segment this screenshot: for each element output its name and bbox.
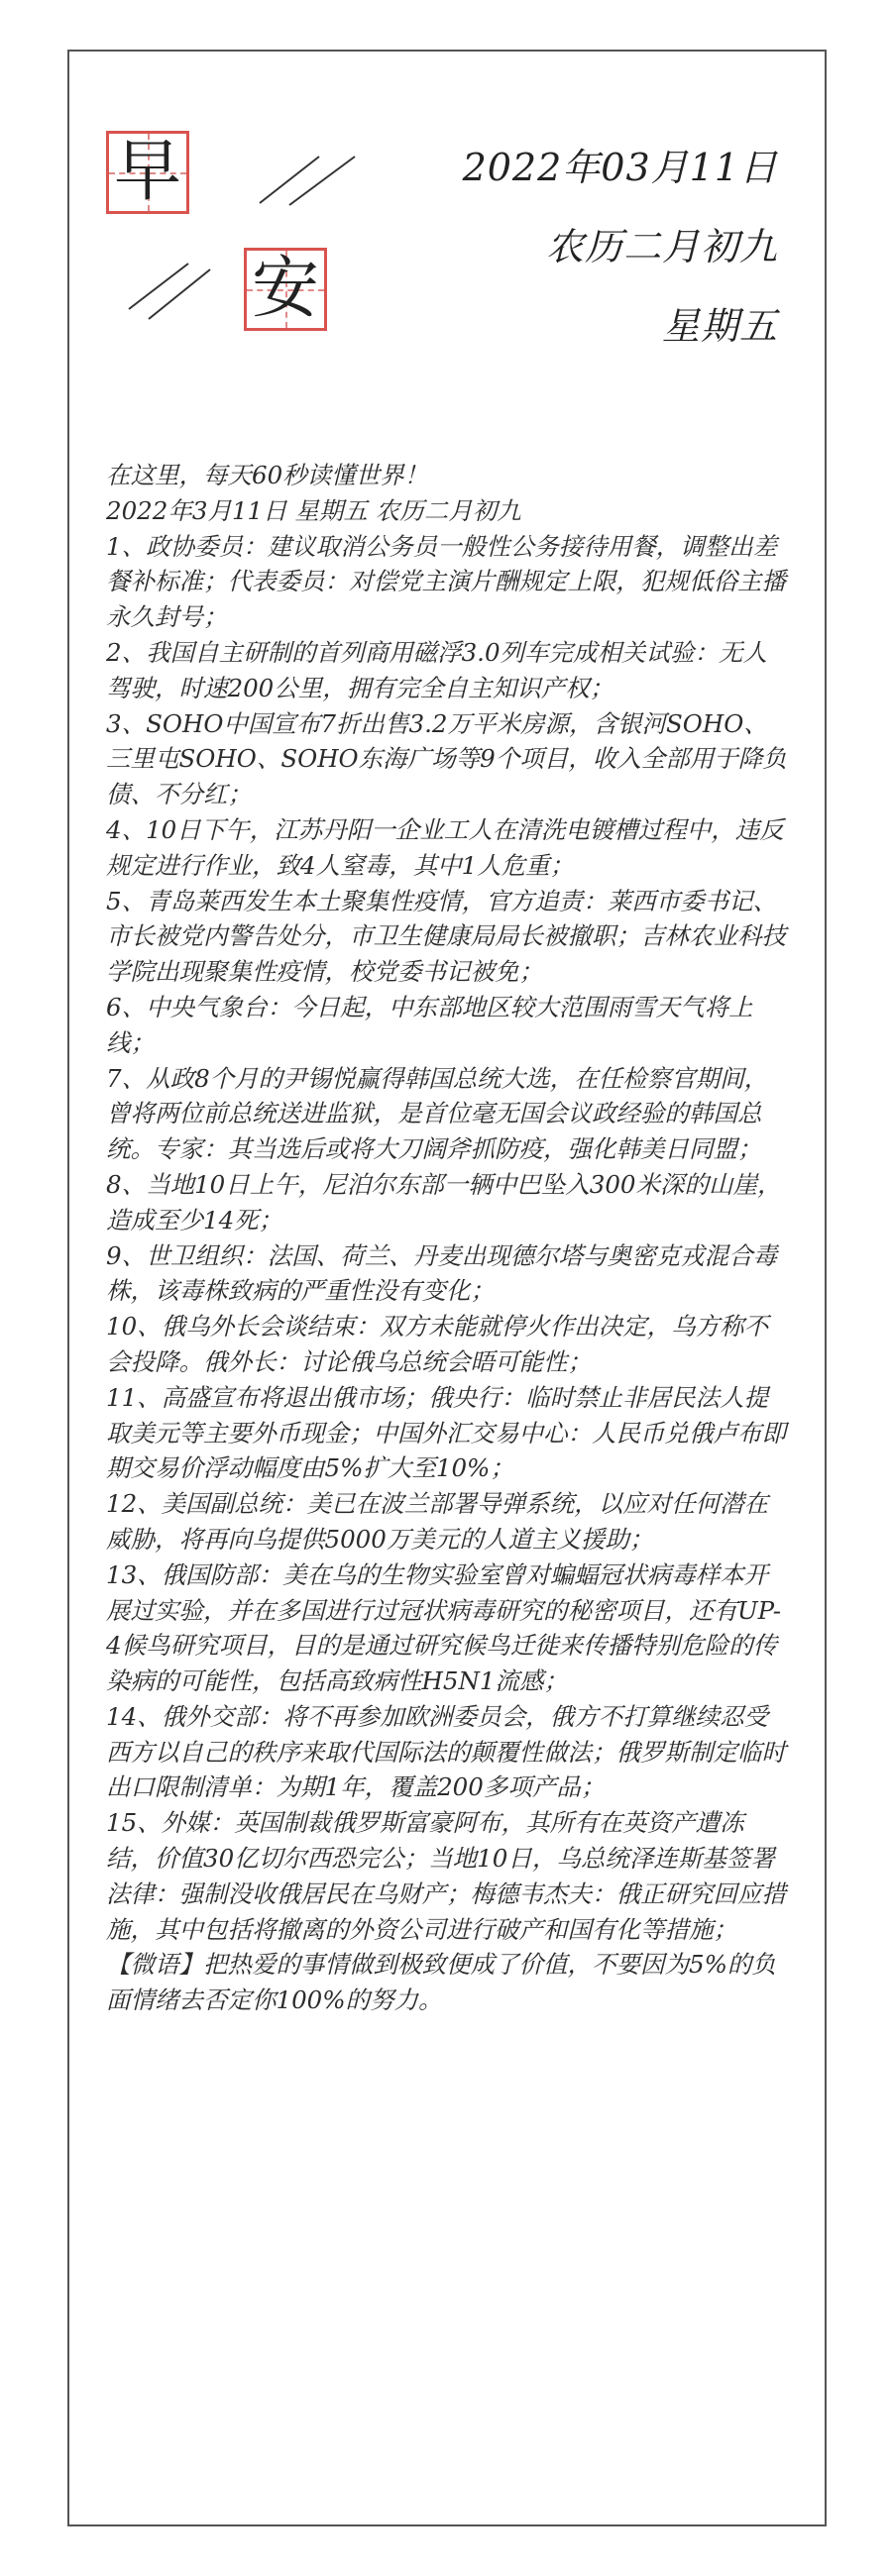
news-item-3: 3、SOHO中国宣布7折出售3.2万平米房源，含银河SOHO、三里屯SOHO、SOHO东海广场等9个项目，收入全部用于降负债、不分红； bbox=[106, 708, 787, 809]
char-box-an bbox=[244, 248, 327, 331]
news-body bbox=[106, 458, 788, 2018]
weekday-line: 星期五 bbox=[661, 304, 778, 348]
lunar-date-line: 农历二月初九 bbox=[545, 225, 778, 268]
news-item-2: 2、我国自主研制的首列商用磁浮3.0列车完成相关试验：无人驾驶，时速200公里，拥有完全自主知识产权； bbox=[106, 637, 768, 702]
news-item-8: 8、当地10日上午，尼泊尔东部一辆中巴坠入300米深的山崖，造成至少14死； bbox=[106, 1169, 782, 1234]
char-zao: 早 bbox=[113, 133, 181, 211]
news-item-6: 6、中央气象台：今日起，中东部地区较大范围雨雪天气将上线； bbox=[106, 992, 753, 1057]
news-item-1: 1、政协委员：建议取消公务员一般性公务接待用餐，调整出差餐补标准；代表委员：对偿党主演片酬规定上限，犯规低俗主播永久封号； bbox=[106, 531, 786, 632]
news-item-13: 13、俄国防部：美在乌的生物实验室曾对蝙蝠冠状病毒样本开展过实验，并在多国进行过冠状病毒研究的秘密项目，还有UP-4候鸟研究项目，目的是通过研究候鸟迁徙来传播特别危险的传染病的可能性，包括高致病性H5N1流感； bbox=[106, 1559, 782, 1696]
news-item-12: 12、美国副总统：美已在波兰部署导弹系统，以应对任何潜在威胁，将再向乌提供5000万美元的人道主义援助； bbox=[106, 1489, 769, 1554]
news-item-10: 10、俄乌外长会谈结束：双方未能就停火作出决定，乌方称不会投降。俄外长：讨论俄乌总统会晤可能性； bbox=[106, 1312, 769, 1376]
char-box-zao bbox=[106, 131, 189, 214]
quote-label: 【微语】 bbox=[106, 1950, 203, 1980]
quote-text: 把热爱的事情做到极致便成了价值，不要因为5%的负面情绪去否定你100%的努力。 bbox=[106, 1950, 776, 2015]
char-an: 安 bbox=[251, 250, 319, 328]
news-item-11: 11、高盛宣布将退出俄市场；俄央行：临时禁止非居民法人提取美元等主要外币现金；中国外汇交易中心：人民币兑俄卢布即期交易价浮动幅度由5%扩大至10%； bbox=[106, 1382, 786, 1483]
quote-line bbox=[106, 1947, 788, 2018]
date-line: 2022年03月11日 bbox=[462, 146, 778, 189]
news-item-9: 9、世卫组织：法国、荷兰、丹麦出现德尔塔与奥密克戎混合毒株，该毒株致病的严重性没有变化； bbox=[106, 1240, 778, 1306]
news-item-15: 15、外媒：英国制裁俄罗斯富豪阿布，其所有在英资产遭冻结，价值30亿切尔西恐完公；当地10日，乌总统泽连斯基签署法律：强制没收俄居民在乌财产；梅德韦杰夫：俄正研究回应措施，其中包括将撤离的外资公司进行破产和国有化等措施； bbox=[106, 1808, 786, 1944]
intro-line: 在这里，每天60秒读懂世界！ bbox=[106, 461, 429, 489]
news-item-5: 5、青岛莱西发生本土聚集性疫情，官方追责：莱西市委书记、市长被党内警告处分，市卫生健康局局长被撤职；吉林农业科技学院出现聚集性疫情，校党委书记被免； bbox=[106, 886, 786, 987]
news-item-7: 7、从政8个月的尹锡悦赢得韩国总统大选，在任检察官期间，曾将两位前总统送进监狱，是首位毫无国会议政经验的韩国总统。专家：其当选后或将大刀阔斧抓防疫，强化韩美日同盟； bbox=[106, 1063, 769, 1164]
news-item-14: 14、俄外交部：将不再参加欧洲委员会，俄方不打算继续忍受西方以自己的秩序来取代国际法的颠覆性做法；俄罗斯制定临时出口限制清单：为期1年，覆盖200多项产品； bbox=[106, 1701, 786, 1802]
news-item-4: 4、10日下午，江苏丹阳一企业工人在清洗电镀槽过程中，违反规定进行作业，致4人窒毒，其中1人危重； bbox=[106, 814, 784, 880]
subdate-line: 2022年3月11日 星期五 农历二月初九 bbox=[106, 495, 521, 525]
